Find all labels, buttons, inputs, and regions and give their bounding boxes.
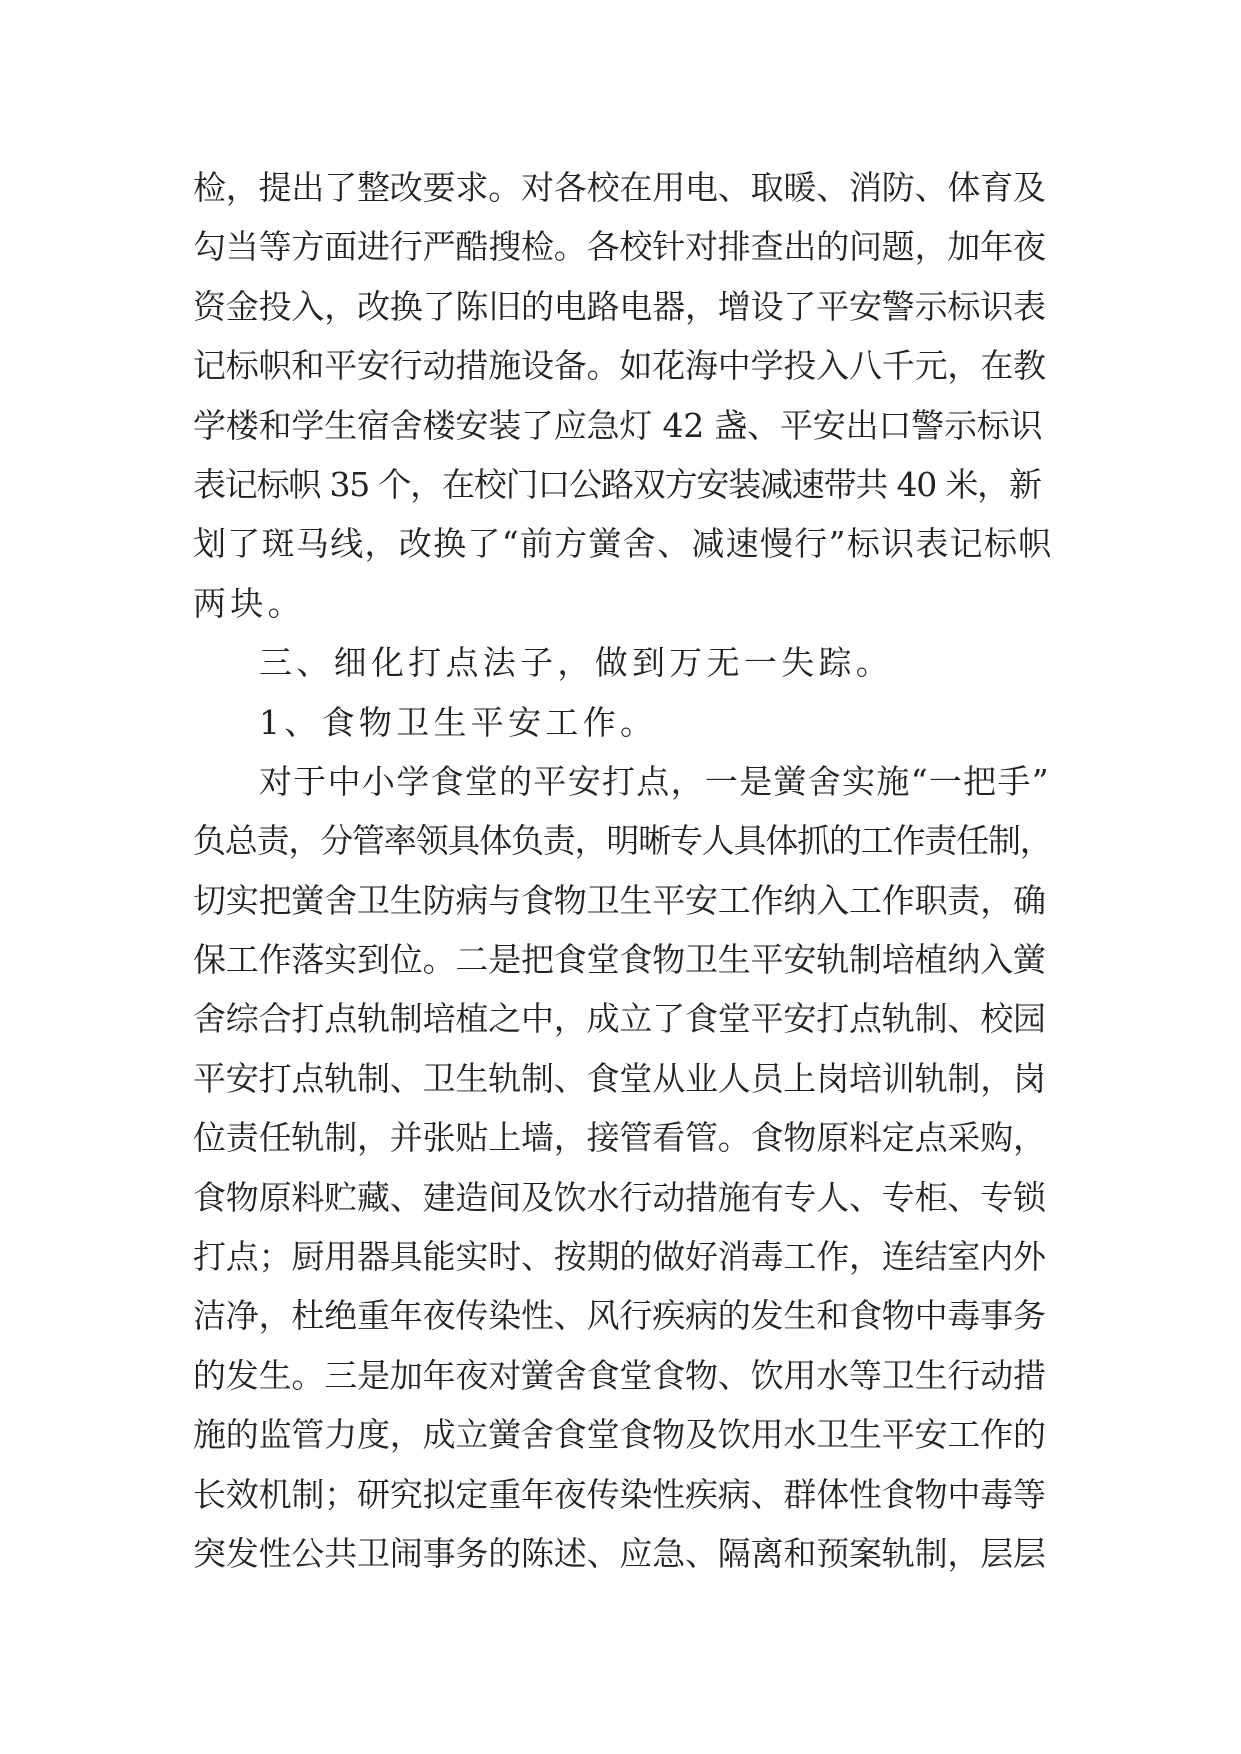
text-line: 勾当等方面进行严酷搜检。各校针对排查出的问题，加年夜 (193, 227, 1046, 267)
text-line: 两块。 (193, 583, 305, 623)
text-line: 资金投入，改换了陈旧的电路电器，增设了平安警示标识表 (193, 286, 1046, 326)
text-line: 保工作落实到位。二是把食堂食物卫生平安轨制培植纳入黉 (193, 940, 1046, 980)
text-line: 三、细化打点法子，做到万无一失踪。 (259, 643, 894, 683)
text-line: 切实把黉舍卫生防病与食物卫生平安工作纳入工作职责，确 (193, 880, 1046, 920)
text-line: 突发性公共卫闹事务的陈述、应急、隔离和预案轨制，层层 (193, 1533, 1046, 1573)
text-line: 学楼和学生宿舍楼安装了应急灯 42 盏、平安出口警示标识 (193, 405, 1043, 445)
text-line: 对于中小学食堂的平安打点，一是黉舍实施“一把手” (259, 761, 1050, 801)
body-text (193, 158, 1053, 1583)
text-line: 洁净，杜绝重年夜传染性、风行疾病的发生和食物中毒事务 (193, 1296, 1046, 1336)
text-line: 施的监管力度，成立黉舍食堂食物及饮用水卫生平安工作的 (193, 1415, 1046, 1455)
text-line: 打点；厨用器具能实时、按期的做好消毒工作，连结室内外 (193, 1237, 1046, 1277)
text-line: 食物原料贮藏、建造间及饮水行动措施有专人、专柜、专锁 (193, 1177, 1046, 1217)
text-line: 舍综合打点轨制培植之中，成立了食堂平安打点轨制、校园 (193, 999, 1046, 1039)
text-line: 划了斑马线，改换了“前方黉舍、减速慢行”标识表记标帜 (193, 524, 1053, 564)
text-line: 位责任轨制，并张贴上墙，接管看管。食物原料定点采购， (193, 1118, 1046, 1158)
text-line: 负总责，分管率领具体负责，明晰专人具体抓的工作责任制， (193, 821, 1052, 861)
text-line: 的发生。三是加年夜对黉舍食堂食物、饮用水等卫生行动措 (193, 1355, 1046, 1395)
text-line: 长效机制；研究拟定重年夜传染性疾病、群体性食物中毒等 (193, 1474, 1046, 1514)
text-line: 表记标帜 35 个，在校门口公路双方安装减速带共 40 米，新 (193, 464, 1041, 504)
text-line: 检，提出了整改要求。对各校在用电、取暖、消防、体育及 (193, 168, 1046, 207)
text-line: 1、食物卫生平安工作。 (259, 702, 658, 742)
text-line: 平安打点轨制、卫生轨制、食堂从业人员上岗培训轨制，岗 (193, 1058, 1046, 1098)
text-line: 记标帜和平安行动措施设备。如花海中学投入八千元，在教 (193, 346, 1046, 386)
